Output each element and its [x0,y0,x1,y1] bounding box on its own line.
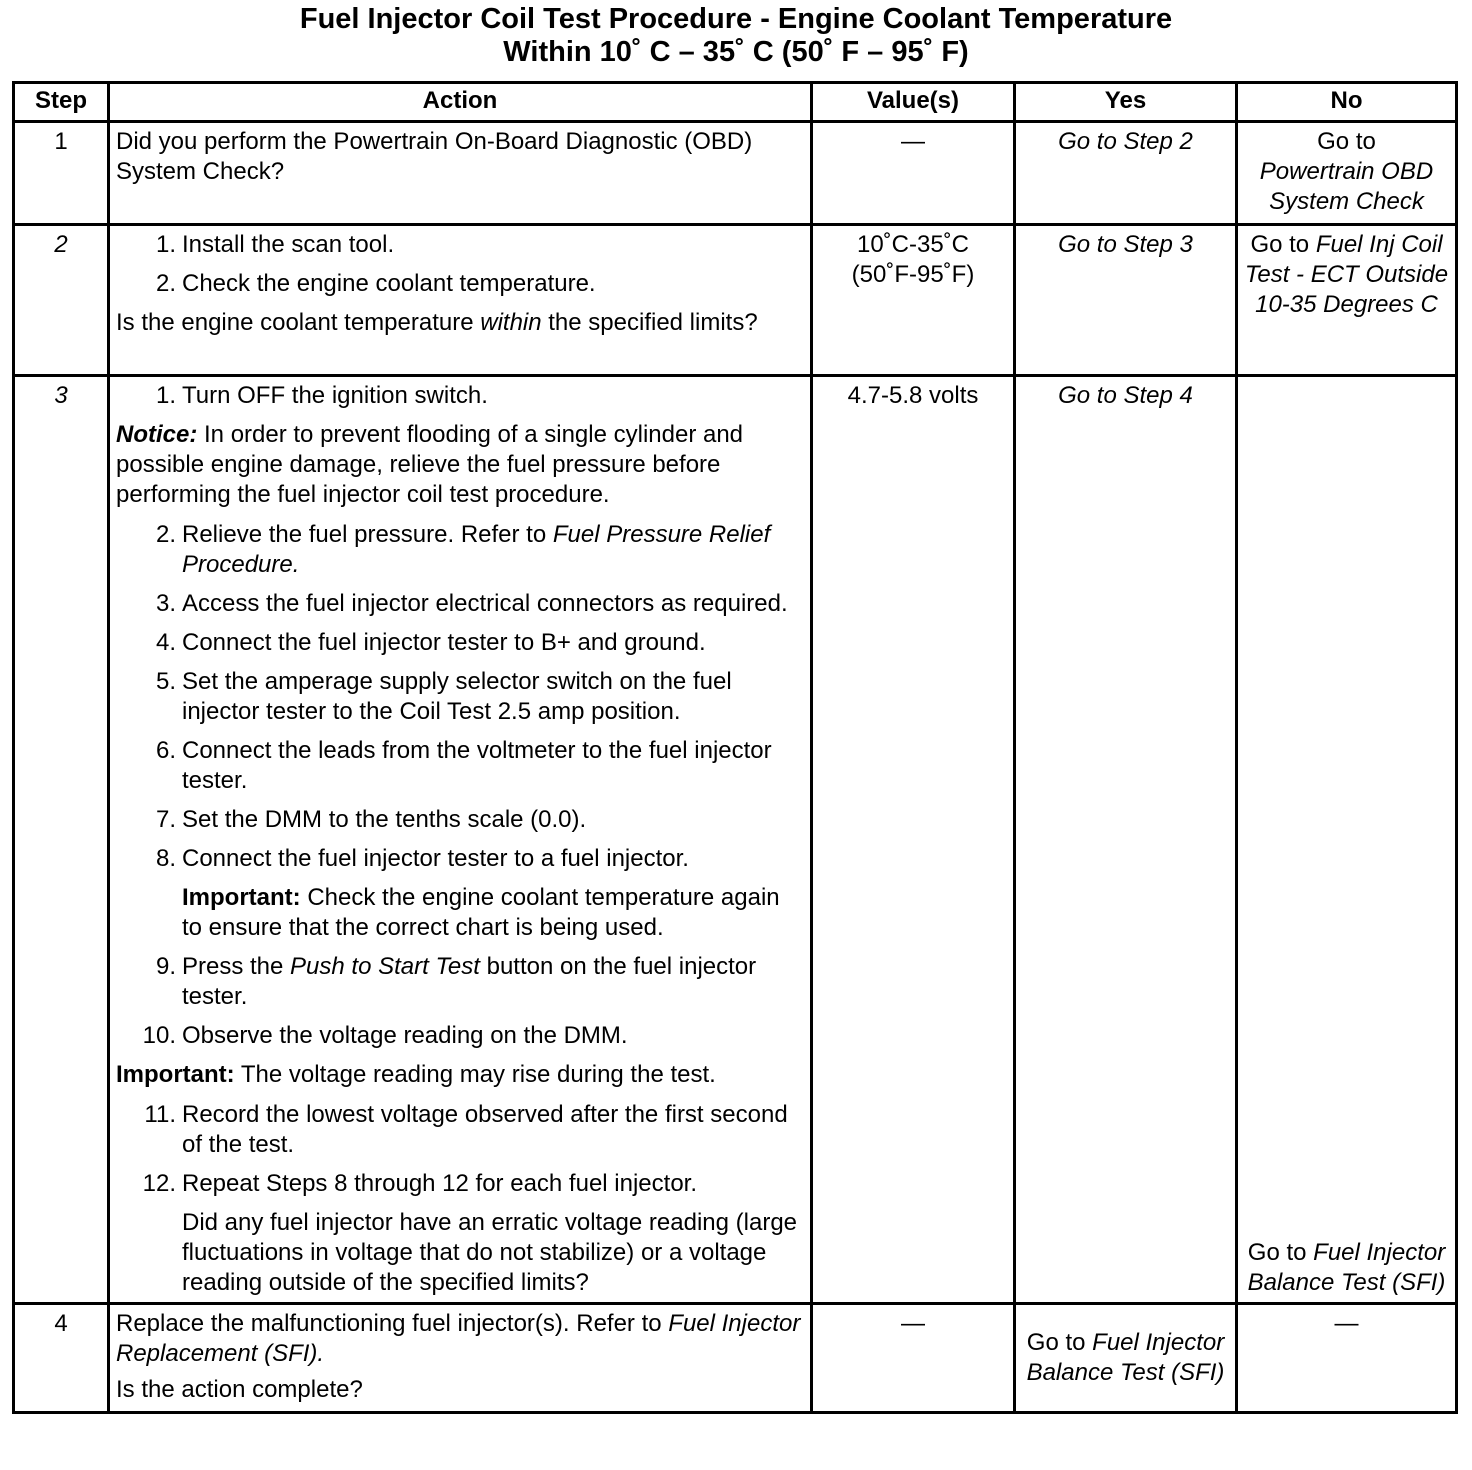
no-cell [1237,122,1457,225]
yes-cell [1015,1304,1237,1413]
item-text: Install the scan tool. [182,231,395,258]
list-item [116,736,804,796]
item-text: Turn OFF the ignition switch. [182,382,488,409]
page-title [0,0,1472,69]
table-row [14,1304,1457,1413]
item-text: Set the DMM to the tenths scale (0.0). [182,806,587,833]
important-note [116,883,804,943]
item-text: Access the fuel injector electrical connectors as required. [182,590,788,617]
notice-label: Notice: [116,421,198,448]
item-number: 9. [155,953,176,980]
no-cell [1237,376,1457,1304]
item-link[interactable]: Fuel Pressure Relief Procedure. [182,521,771,578]
yes-link[interactable]: Go to Step 3 [1015,225,1237,376]
header-yes: Yes [1015,83,1237,122]
item-text-part: Press the [182,953,291,980]
header-row [14,83,1457,122]
action-list [116,381,804,411]
important-label: Important: [182,884,301,911]
notice [116,420,804,510]
list-item [116,1169,804,1199]
item-text: Connect the fuel injector tester to a fuel injector. [182,845,689,872]
value-cell: — [812,122,1015,225]
table-row [14,122,1457,225]
no-prefix: Go to [1247,1239,1314,1266]
item-number: 6. [155,737,176,764]
item-text: Repeat Steps 8 through 12 for each fuel injector. [182,1170,698,1197]
notice-text: In order to prevent flooding of a single cylinder and possible engine damage, relieve the fuel pressure before performing the fuel injector coil test procedure. [116,421,744,508]
question-emphasis: within [480,309,542,336]
action-text-part: Replace the malfunctioning fuel injector(s). Refer to [116,1310,669,1337]
item-text: Record the lowest voltage observed after the first second of the test. [182,1101,788,1158]
list-item [116,520,804,580]
step-number: 2 [14,225,109,376]
yes-prefix: Go to [1026,1329,1093,1356]
important-text: Check the engine coolant temperature again to ensure that the correct chart is being used. [182,884,780,941]
title-line-1: Fuel Injector Coil Test Procedure - Engine Coolant Temperature [299,3,1173,35]
question-text [116,308,804,338]
item-number: 11. [144,1101,176,1128]
item-number: 4. [155,629,176,656]
value-line: 10˚C-35˚C [856,231,970,258]
value-line: (50˚F-95˚F) [851,261,975,288]
item-number: 10. [142,1022,176,1049]
no-link[interactable]: Fuel Injector Balance Test (SFI) [1247,1239,1446,1296]
item-number: 1. [155,382,176,409]
important-label: Important: [116,1061,235,1088]
item-text-part: Relieve the fuel pressure. Refer to [182,521,553,548]
item-number: 1. [155,231,176,258]
action-text [116,1309,804,1369]
value-cell: — [812,1304,1015,1413]
list-item [116,1100,804,1160]
header-no: No [1237,83,1457,122]
item-number: 2. [155,270,176,297]
item-text [182,520,804,580]
item-text: Observe the voltage reading on the DMM. [182,1022,628,1049]
action-list [116,230,804,299]
step-number: 4 [14,1304,109,1413]
list-item [116,269,804,299]
item-text: Connect the fuel injector tester to B+ and ground. [182,629,706,656]
list-item [116,381,804,411]
list-item [116,844,804,874]
step-number: 3 [14,376,109,1304]
list-item [116,1021,804,1051]
list-item [116,589,804,619]
item-number: 5. [155,668,176,695]
table-row [14,225,1457,376]
item-text: Connect the leads from the voltmeter to the fuel injector tester. [182,737,772,794]
title-line-2: Within 10˚ C – 35˚ C (50˚ F – 95˚ F) [503,36,969,68]
list-item [116,952,804,1012]
item-text [182,952,804,1012]
header-action: Action [109,83,812,122]
list-item [116,628,804,658]
question-text: Did any fuel injector have an erratic voltage reading (large fluctuations in voltage that do not stabilize) or a voltage reading outside of the specified limits? [182,1209,798,1296]
header-step: Step [14,83,109,122]
important-note [116,1060,804,1090]
item-number: 12. [142,1170,176,1197]
action-cell [109,122,812,225]
no-link[interactable]: Fuel Inj Coil Test - ECT Outside 10-35 Degrees C [1244,231,1449,318]
action-cell [109,1304,812,1413]
action-text: Did you perform the Powertrain On-Board Diagnostic (OBD) System Check? [116,128,753,185]
action-list [116,1100,804,1199]
action-list [116,520,804,874]
item-text: Check the engine coolant temperature. [182,270,596,297]
list-item [116,230,804,260]
no-prefix: Go to [1317,128,1376,155]
action-link[interactable]: Fuel Injector Replacement (SFI). [116,1310,801,1367]
no-cell [1237,225,1457,376]
table-row [14,376,1457,1304]
item-number: 8. [155,845,176,872]
value-cell: 4.7-5.8 volts [812,376,1015,1304]
item-text-part: button on the fuel injector tester. [182,953,757,1010]
yes-link[interactable]: Go to Step 4 [1015,376,1237,1304]
yes-link[interactable]: Fuel Injector Balance Test (SFI) [1026,1329,1225,1386]
item-text: Set the amperage supply selector switch on the fuel injector tester to the Coil Test 2.5 amp position. [182,668,732,725]
action-cell [109,225,812,376]
question-part: the specified limits? [541,309,758,336]
action-list [116,952,804,1051]
action-cell [109,376,812,1304]
item-number: 2. [155,521,176,548]
step-number: 1 [14,122,109,225]
list-item [116,667,804,727]
list-item [116,805,804,835]
no-link[interactable]: Powertrain OBD System Check [1259,158,1434,215]
important-text: The voltage reading may rise during the test. [234,1061,716,1088]
question-text: Is the action complete? [116,1376,363,1403]
item-emphasis: Push to Start Test [290,953,480,980]
item-number: 7. [155,806,176,833]
item-number: 3. [155,590,176,617]
yes-link[interactable]: Go to Step 2 [1015,122,1237,225]
no-cell: — [1237,1304,1457,1413]
value-cell [812,225,1015,376]
procedure-table [12,81,1458,1414]
question-part: Is the engine coolant temperature [116,309,481,336]
header-values: Value(s) [812,83,1015,122]
no-prefix: Go to [1250,231,1316,258]
